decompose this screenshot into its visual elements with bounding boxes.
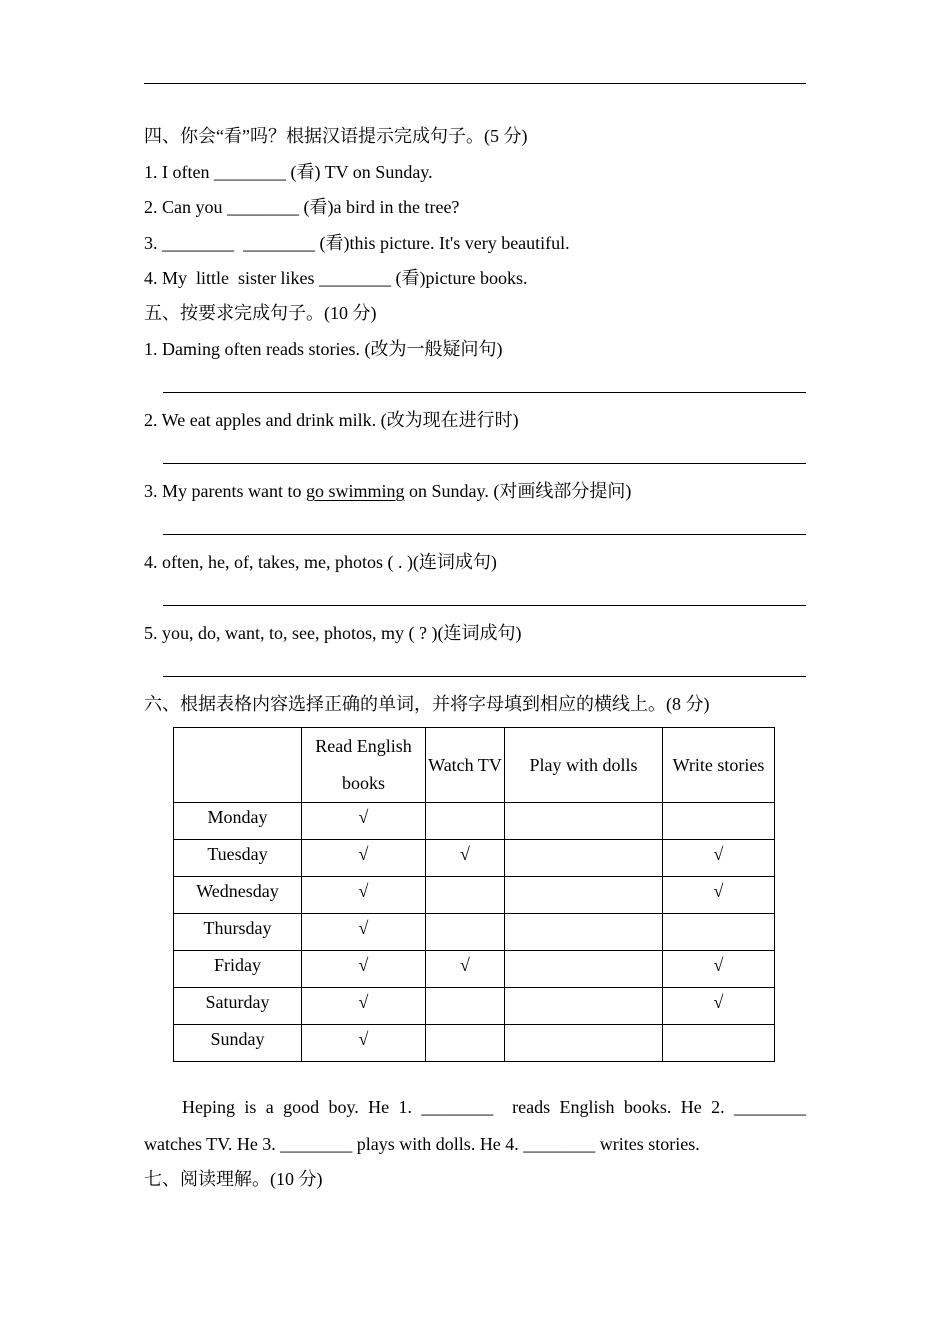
check-cell: √: [426, 840, 505, 877]
table-row: [174, 1025, 775, 1062]
check-cell: √: [302, 951, 426, 988]
table-row: [174, 877, 775, 914]
check-cell: [663, 1025, 775, 1062]
day-cell: Tuesday: [174, 840, 302, 877]
answer-line-3: [163, 534, 806, 535]
check-cell: [505, 840, 663, 877]
section4-title: 四、你会“看”吗？根据汉语提示完成句子。(5 分): [144, 126, 528, 146]
check-cell: √: [663, 951, 775, 988]
check-cell: √: [663, 840, 775, 877]
check-cell: [505, 988, 663, 1025]
section5-item-1: 1. Daming often reads stories. (改为一般疑问句): [144, 339, 503, 359]
underlined-phrase: go swimming: [305, 481, 405, 501]
section5-item-5: 5. you, do, want, to, see, photos, my ( ? )(连词成句): [144, 623, 522, 643]
check-cell: √: [302, 877, 426, 914]
check-cell: √: [302, 1025, 426, 1062]
check-cell: √: [302, 914, 426, 951]
header-cell: Watch TV: [426, 728, 505, 803]
header-cell: Write stories: [663, 728, 775, 803]
check-cell: [426, 877, 505, 914]
answer-line-2: [163, 463, 806, 464]
day-cell: Thursday: [174, 914, 302, 951]
activity-table: [173, 727, 775, 1062]
header-rule: [144, 83, 806, 84]
check-cell: [505, 951, 663, 988]
table-row: [174, 840, 775, 877]
header-cell: Read English books: [302, 728, 426, 803]
section4-item-4: 4. My little sister likes ________ (看)picture books.: [144, 268, 528, 288]
check-cell: [663, 914, 775, 951]
section4-item-2: 2. Can you ________ (看)a bird in the tree?: [144, 197, 460, 217]
day-cell: Wednesday: [174, 877, 302, 914]
check-cell: √: [302, 988, 426, 1025]
section5-item-4: 4. often, he, of, takes, me, photos ( . )(连词成句): [144, 552, 497, 572]
passage-line-2: watches TV. He 3. ________ plays with dolls. He 4. ________ writes stories.: [144, 1134, 700, 1154]
check-cell: [505, 803, 663, 840]
section4-item-3: 3. ________ ________ (看)this picture. It's very beautiful.: [144, 233, 570, 253]
check-cell: √: [426, 951, 505, 988]
check-cell: [426, 914, 505, 951]
check-cell: [505, 877, 663, 914]
section4-item-1: 1. I often ________ (看) TV on Sunday.: [144, 162, 433, 182]
check-cell: [426, 1025, 505, 1062]
answer-line-1: [163, 392, 806, 393]
section5-title: 五、按要求完成句子。(10 分): [144, 303, 377, 323]
check-cell: [505, 1025, 663, 1062]
item3-suffix: on Sunday. (对画线部分提问): [404, 481, 632, 501]
table-row: [174, 988, 775, 1025]
day-cell: Saturday: [174, 988, 302, 1025]
check-cell: √: [663, 877, 775, 914]
section6-title: 六、根据表格内容选择正确的单词，并将字母填到相应的横线上。(8 分): [144, 694, 710, 714]
section5-item-3: [144, 480, 631, 502]
table-header-row: [174, 728, 775, 803]
section5-item-2: 2. We eat apples and drink milk. (改为现在进行时): [144, 410, 519, 430]
header-cell: [174, 728, 302, 803]
check-cell: [505, 914, 663, 951]
check-cell: √: [663, 988, 775, 1025]
item3-prefix: 3. My parents want to: [144, 481, 306, 501]
check-cell: [426, 988, 505, 1025]
section7-title: 七、阅读理解。(10 分): [144, 1169, 323, 1189]
check-cell: √: [302, 840, 426, 877]
check-cell: [663, 803, 775, 840]
header-cell: Play with dolls: [505, 728, 663, 803]
answer-line-4: [163, 605, 806, 606]
passage-line-1: Heping is a good boy. He 1. ________ reads English books. He 2. ________: [182, 1097, 806, 1117]
check-cell: √: [302, 803, 426, 840]
check-cell: [426, 803, 505, 840]
answer-line-5: [163, 676, 806, 677]
day-cell: Monday: [174, 803, 302, 840]
table-row: [174, 803, 775, 840]
day-cell: Friday: [174, 951, 302, 988]
table-row: [174, 914, 775, 951]
day-cell: Sunday: [174, 1025, 302, 1062]
table-row: [174, 951, 775, 988]
